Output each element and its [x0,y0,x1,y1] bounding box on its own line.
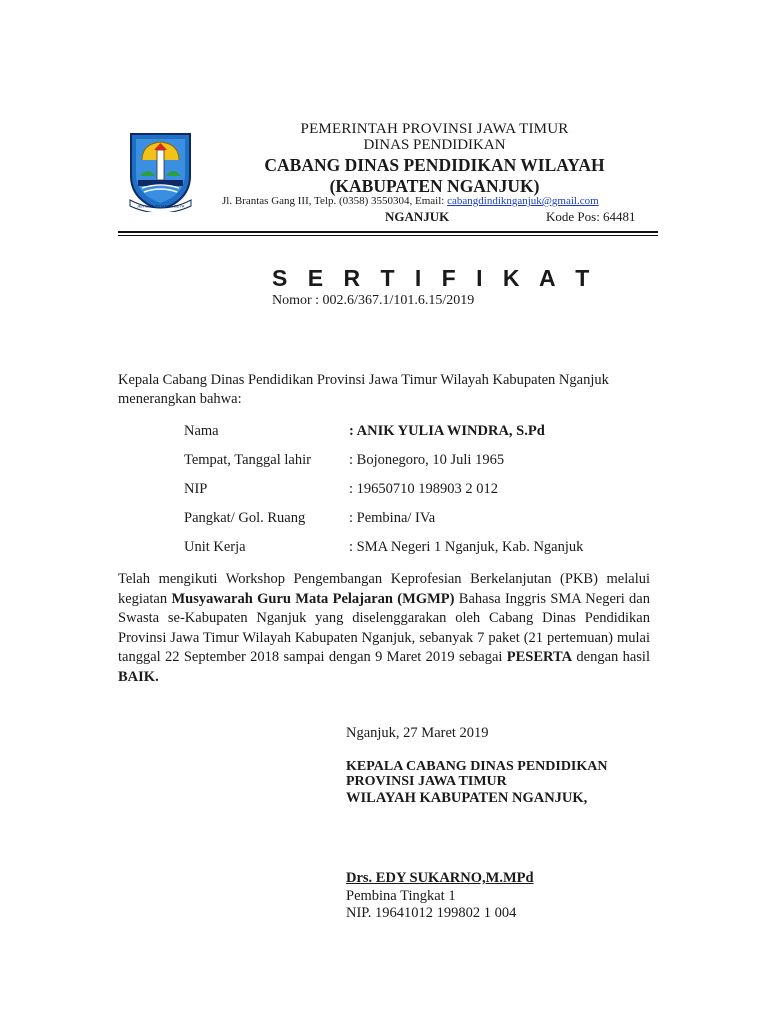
certificate-number: Nomor : 002.6/367.1/101.6.15/2019 [272,293,475,308]
signer-name: Drs. EDY SUKARNO,M.MPd [346,870,534,886]
header-region: (KABUPATEN NGANJUK) [329,176,540,196]
header-department: DINAS PENDIDIKAN [363,137,506,153]
field-label-rank: Pangkat/ Gol. Ruang [184,510,306,526]
body-role: PESERTA [506,649,573,666]
header-city: NGANJUK [385,209,450,224]
header-branch: CABANG DINAS PENDIDIKAN WILAYAH [264,155,605,175]
field-value-rank: : Pembina/ IVa [349,510,436,526]
header-address [222,195,599,207]
header-divider-thick [118,231,658,233]
body-text-2: Bahasa Inggris SMA Negeri dan Swasta se-Kabupaten Nganjuk yang diselenggarakan oleh Cabang Dinas Pendidikan Provinsi Jawa Timur Wilayah Kabupaten Nganjuk, sebanyak 7 paket (21 pertemuan) mulai tanggal 22 September 2018 sampai dengan 9 Maret 2019 sebagai [118,590,650,666]
body-text-1: Telah mengikuti Workshop Pengembangan Keprofesian Berkelanjutan (PKB) melalui kegiatan [118,571,650,607]
signer-nip: NIP. 19641012 199802 1 004 [346,905,517,921]
signer-position-3: WILAYAH KABUPATEN NGANJUK, [346,790,588,806]
field-label-name: Nama [184,423,219,439]
signer-position-1: KEPALA CABANG DINAS PENDIDIKAN [346,759,608,774]
place-date: Nganjuk, 27 Maret 2019 [346,725,489,741]
certificate-title: S E R T I F I K A T [272,265,597,291]
east-java-crest-icon [128,130,193,212]
body-result: BAIK. [118,668,159,685]
body-mgmp: Musyawarah Guru Mata Pelajaran (MGMP) [171,590,455,607]
field-label-birth: Tempat, Tanggal lahir [184,452,311,468]
body-text-3: dengan hasil [572,649,650,666]
body-paragraph [118,570,650,688]
crest-motto: JER BASUKI MAWA BEYA [136,203,185,209]
email-link[interactable]: cabangdindiknganjuk@gmail.com [447,195,599,207]
signer-position-2: PROVINSI JAWA TIMUR [346,774,507,789]
field-value-name: : ANIK YULIA WINDRA, S.Pd [349,423,545,439]
field-value-birth: : Bojonegoro, 10 Juli 1965 [349,452,505,468]
field-value-nip: : 19650710 198903 2 012 [349,481,499,497]
header-postal-code: Kode Pos: 64481 [546,209,636,224]
field-value-unit: : SMA Negeri 1 Nganjuk, Kab. Nganjuk [349,539,584,555]
header-government: PEMERINTAH PROVINSI JAWA TIMUR [300,121,569,137]
intro-paragraph: Kepala Cabang Dinas Pendidikan Provinsi Jawa Timur Wilayah Kabupaten Nganjuk menerangkan bahwa: [118,372,609,407]
field-label-nip: NIP [184,481,208,497]
signer-rank: Pembina Tingkat 1 [346,888,456,904]
field-label-unit: Unit Kerja [184,539,246,555]
header-divider-thin [118,235,658,236]
address-text: Jl. Brantas Gang III, Telp. (0358) 3550304, Email: [222,195,448,207]
